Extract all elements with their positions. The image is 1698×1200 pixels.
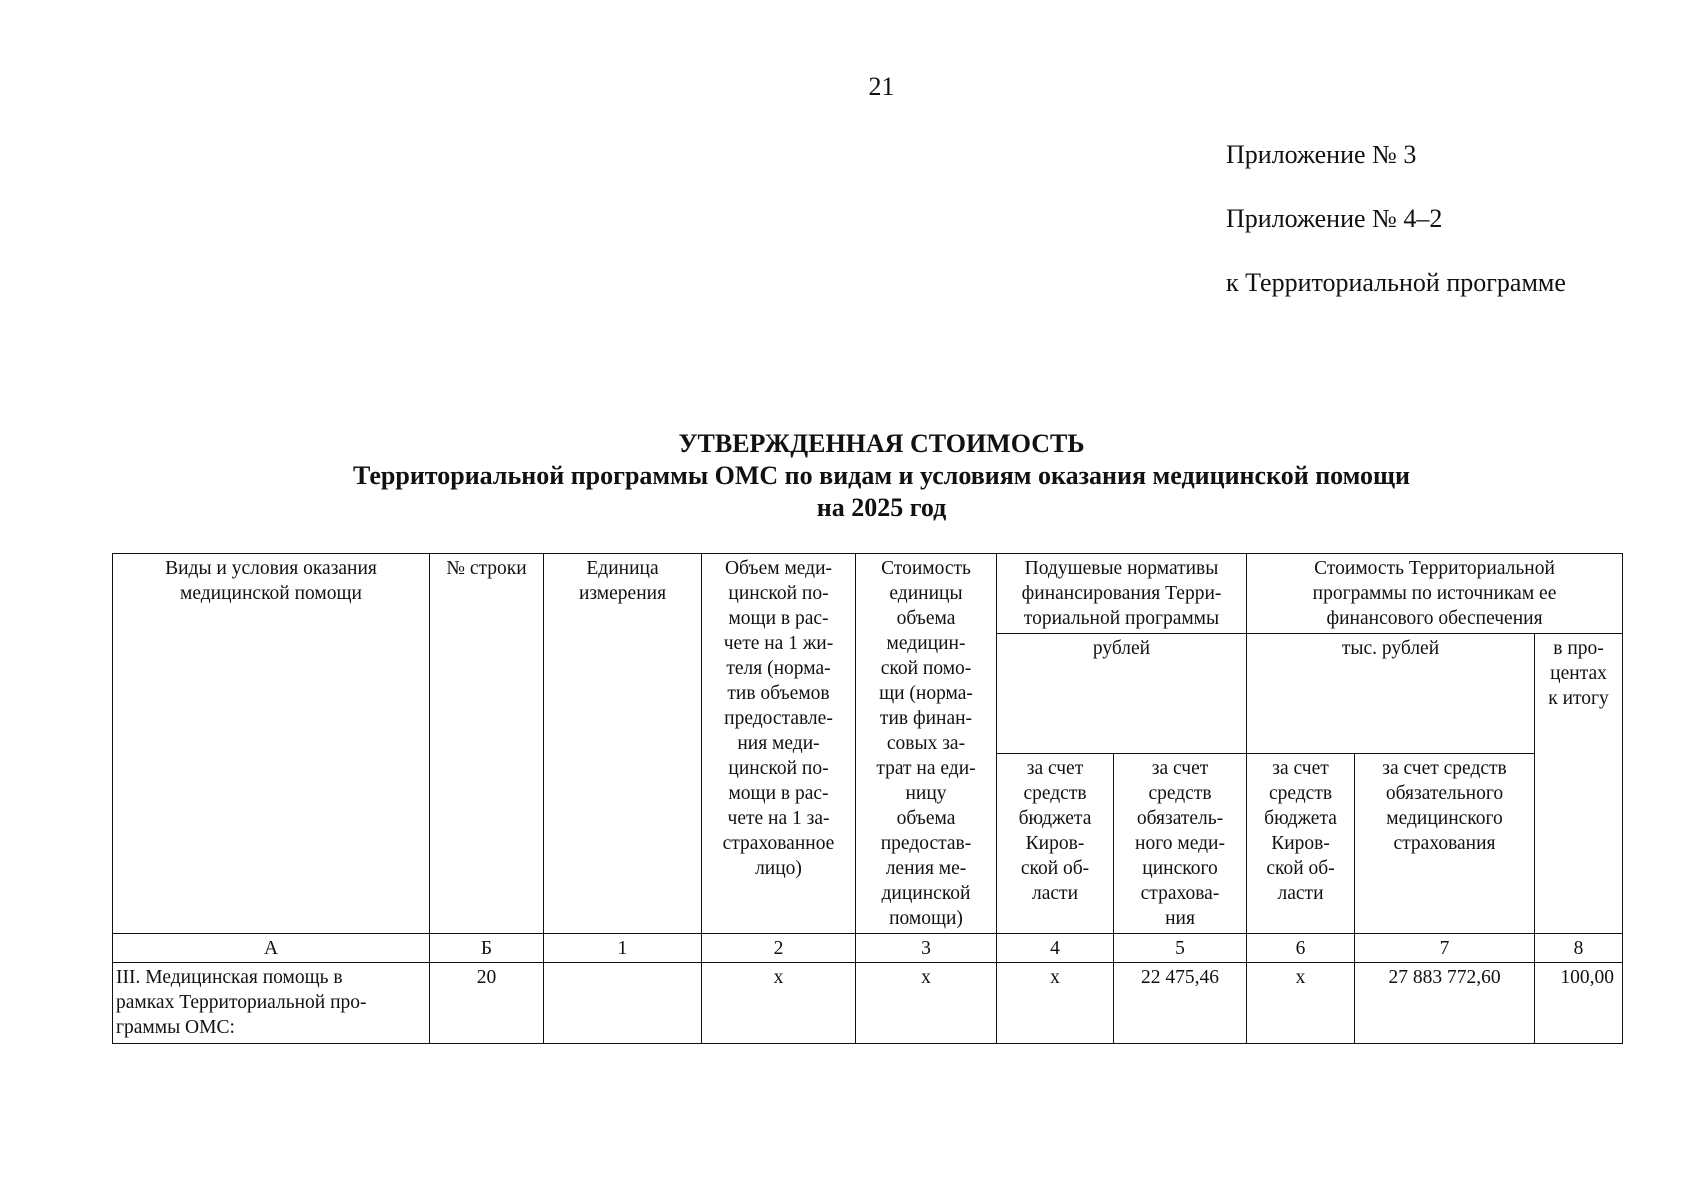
header-unit-cost: Стоимость единицы объема медицин- ской помо- щи (норма- тив финан- совых за- трат на еди- ницу объема предостав- ления ме- дицинской помощи) [856,554,997,934]
header-thousand-rubles: тыс. рублей [1247,634,1535,754]
column-numbers-row [113,934,1623,963]
header-rubles: рублей [997,634,1247,754]
title-line-2: Территориальной программы ОМС по видам и условиям оказания медицинской помощи [353,461,1410,490]
column-number: 2 [702,934,856,963]
header-oms-2: за счет средств обязательного медицинского страхования [1355,754,1535,934]
title-line-1: УТВЕРЖДЕННАЯ СТОИМОСТЬ [678,429,1085,458]
table-row [113,963,1623,1044]
header-per-capita: Подушевые нормативы финансирования Терри- ториальной программы [997,554,1247,634]
appendix-line-2: Приложение № 4–2 [1226,204,1443,233]
row-oms-total: 27 883 772,60 [1355,963,1535,1044]
appendix-line-3: к Территориальной программе [1226,268,1566,297]
header-volume: Объем меди- цинской по- мощи в рас- чете на 1 жи- теля (норма- тив объемов предоставле- ния меди- цинской по- мощи в рас- чете на 1 за- страхованное лицо) [702,554,856,934]
column-number: 1 [544,934,702,963]
column-number: 6 [1247,934,1355,963]
row-budget-per-capita: х [997,963,1114,1044]
header-row-no: № строки [430,554,544,934]
title-line-3: на 2025 год [816,493,947,522]
column-number: 8 [1535,934,1623,963]
row-volume: х [702,963,856,1044]
column-number: А [113,934,430,963]
column-number: 3 [856,934,997,963]
header-unit: Единица измерения [544,554,702,934]
row-percent: 100,00 [1535,963,1623,1044]
row-oms-per-capita: 22 475,46 [1114,963,1247,1044]
header-row-1 [113,554,1623,634]
column-number: 4 [997,934,1114,963]
row-name: III. Медицинская помощь в рамках Территориальной про- граммы ОМС: [113,963,430,1044]
header-percent: в про- центах к итогу [1535,634,1623,934]
header-oms-1: за счет средств обязатель- ного меди- цинского страхова- ния [1114,754,1247,934]
row-unit-cost: х [856,963,997,1044]
row-number: 20 [430,963,544,1044]
column-number: Б [430,934,544,963]
header-kinds: Виды и условия оказания медицинской помощи [113,554,430,934]
header-budget-kirov-1: за счет средств бюджета Киров- ской об- ласти [997,754,1114,934]
document-title [0,428,1698,524]
cost-table [112,553,1623,1044]
header-budget-kirov-2: за счет средств бюджета Киров- ской об- ласти [1247,754,1355,934]
column-number: 7 [1355,934,1535,963]
header-program-cost: Стоимость Территориальной программы по источникам ее финансового обеспечения [1247,554,1623,634]
row-unit [544,963,702,1044]
column-number: 5 [1114,934,1247,963]
row-budget-total: х [1247,963,1355,1044]
appendix-line-1: Приложение № 3 [1226,140,1417,169]
page-number: 21 [868,72,895,101]
